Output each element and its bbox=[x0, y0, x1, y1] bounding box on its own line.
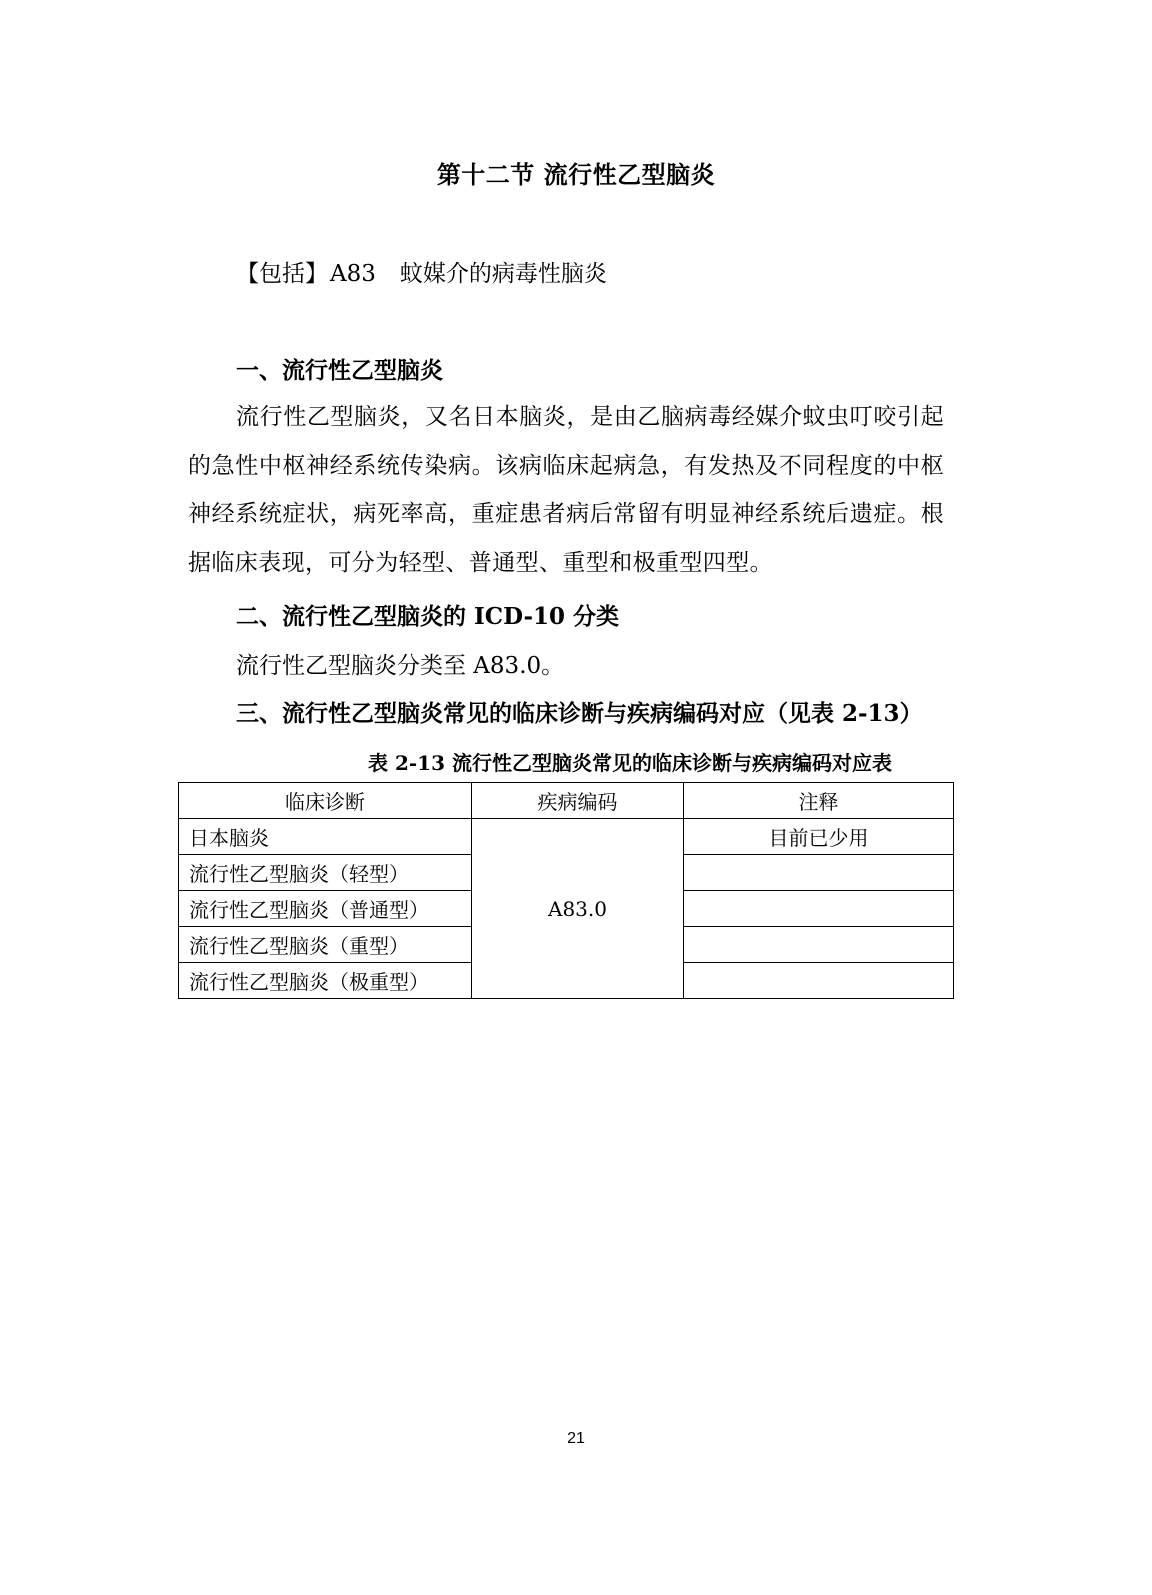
classification-text: 流行性乙型脑炎分类至 A83.0。 bbox=[236, 653, 565, 679]
note-cell: 目前已少用 bbox=[684, 819, 954, 855]
note-cell bbox=[684, 963, 954, 999]
heading-2: 二、流行性乙型脑炎的 ICD-10 分类 bbox=[236, 603, 620, 630]
header-note: 注释 bbox=[684, 783, 954, 819]
heading-1: 一、流行性乙型脑炎 bbox=[236, 357, 443, 384]
includes-line bbox=[236, 255, 607, 288]
header-code: 疾病编码 bbox=[472, 783, 684, 819]
section-title: 第十二节 流行性乙型脑炎 bbox=[436, 160, 716, 189]
code-cell: A83.0 bbox=[472, 819, 684, 999]
includes-text: 蚊媒介的病毒性脑炎 bbox=[399, 261, 607, 287]
diagnosis-cell: 流行性乙型脑炎（普通型） bbox=[179, 891, 472, 927]
note-cell bbox=[684, 855, 954, 891]
diagnosis-cell: 流行性乙型脑炎（重型） bbox=[179, 927, 472, 963]
table-caption: 表 2-13 流行性乙型脑炎常见的临床诊断与疾病编码对应表 bbox=[368, 751, 892, 775]
diagnosis-cell: 日本脑炎 bbox=[179, 819, 472, 855]
heading-3: 三、流行性乙型脑炎常见的临床诊断与疾病编码对应（见表 2-13） bbox=[236, 700, 923, 727]
table-row bbox=[179, 819, 954, 855]
page-number: 21 bbox=[567, 1430, 585, 1447]
includes-label: 【包括】 bbox=[236, 261, 328, 287]
diagnosis-code-table bbox=[178, 782, 954, 999]
diagnosis-cell: 流行性乙型脑炎（极重型） bbox=[179, 963, 472, 999]
diagnosis-cell: 流行性乙型脑炎（轻型） bbox=[179, 855, 472, 891]
paragraph-description: 流行性乙型脑炎，又名日本脑炎，是由乙脑病毒经媒介蚊虫叮咬引起的急性中枢神经系统传染病。该病临床起病急，有发热及不同程度的中枢神经系统症状，病死率高，重症患者病后常留有明显神经系统后遗症。根据临床表现，可分为轻型、普通型、重型和极重型四型。 bbox=[188, 404, 944, 576]
table-header-row bbox=[179, 783, 954, 819]
header-diagnosis: 临床诊断 bbox=[179, 783, 472, 819]
includes-code: A83 bbox=[330, 261, 376, 287]
note-cell bbox=[684, 891, 954, 927]
note-cell bbox=[684, 927, 954, 963]
